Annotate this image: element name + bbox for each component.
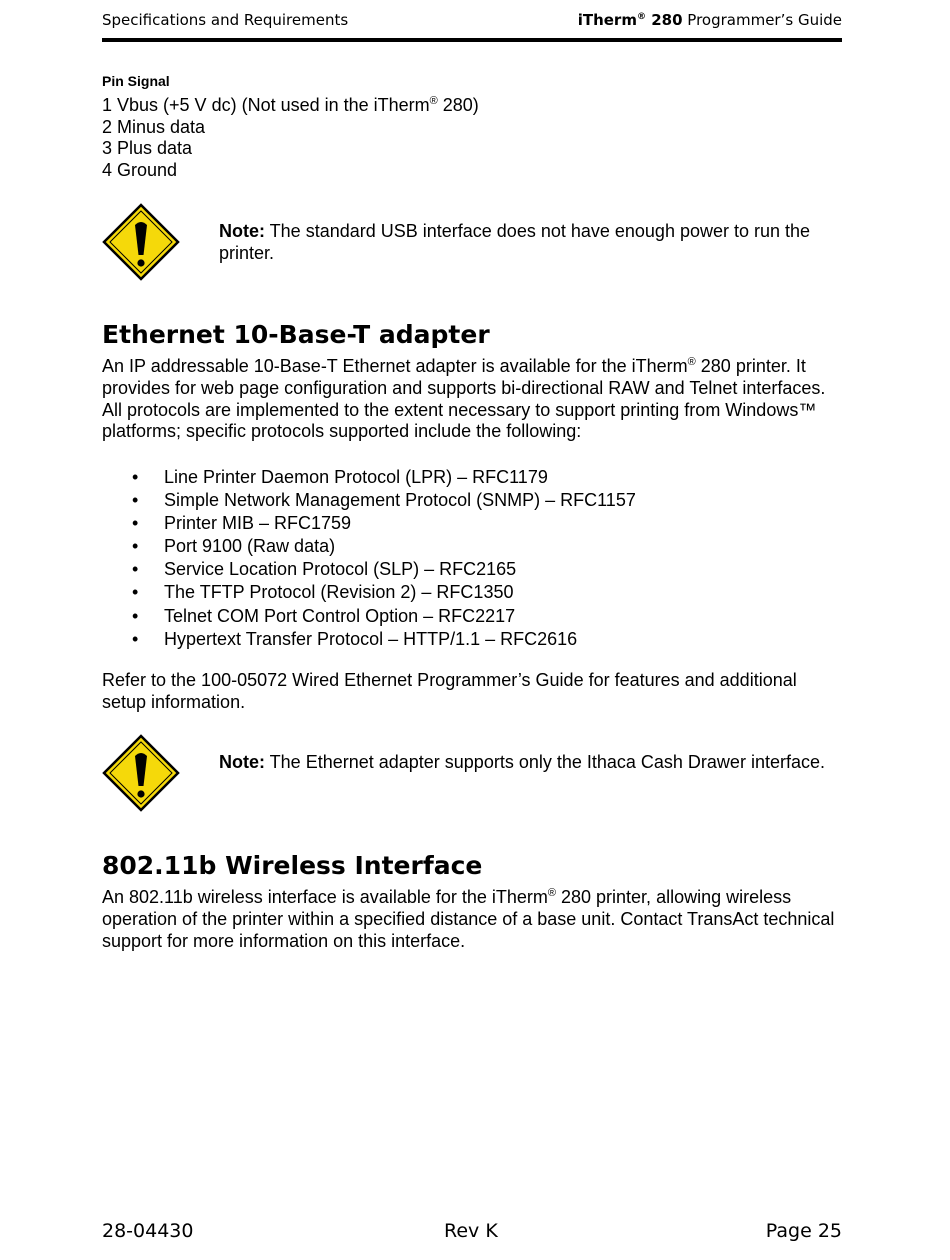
warning-icon bbox=[102, 734, 180, 812]
header-section-title: Specifications and Requirements bbox=[102, 11, 349, 29]
protocol-text: The TFTP Protocol (Revision 2) – RFC1350 bbox=[164, 582, 514, 603]
bullet-marker: • bbox=[132, 536, 139, 557]
header-rule bbox=[102, 38, 842, 42]
protocol-text: Hypertext Transfer Protocol – HTTP/1.1 – RFC2616 bbox=[164, 628, 578, 649]
pin-row: 3 Plus data bbox=[102, 138, 193, 159]
bullet-marker: • bbox=[132, 513, 139, 534]
pin-table-heading: Pin Signal bbox=[102, 73, 170, 89]
ethernet-intro: An IP addressable 10-Base-T Ethernet adapter is available for the iTherm® 280 printer. It provides for web page configuration and supports bi-directional RAW and Telnet interfaces. All protocols are implemented to the extent necessary to support printing from Windows™ platforms; specific protocols supported include the following: bbox=[102, 356, 826, 442]
protocol-text: Port 9100 (Raw data) bbox=[164, 536, 336, 557]
warning-icon bbox=[102, 203, 180, 281]
bullet-marker: • bbox=[132, 559, 139, 580]
usb-power-note: Note: The standard USB interface does not have enough power to run the printer. bbox=[219, 221, 811, 263]
pin-row: 1 Vbus (+5 V dc) (Not used in the iTherm® 280) bbox=[102, 95, 479, 115]
page-number: Page 25 bbox=[765, 1220, 842, 1242]
protocol-item bbox=[102, 581, 842, 604]
document-page bbox=[102, 0, 842, 1260]
protocol-item bbox=[102, 605, 842, 628]
bullet-marker: • bbox=[132, 582, 139, 603]
revision: Rev K bbox=[444, 1220, 498, 1242]
protocol-item bbox=[102, 558, 842, 581]
wireless-heading: 802.11b Wireless Interface bbox=[102, 851, 483, 880]
pin-list bbox=[102, 95, 479, 182]
protocol-text: Printer MIB – RFC1759 bbox=[164, 513, 352, 534]
ethernet-refer: Refer to the 100-05072 Wired Ethernet Programmer’s Guide for features and additional setup information. bbox=[102, 670, 797, 712]
header-guide-title: iTherm® 280 Programmer’s Guide bbox=[577, 11, 842, 29]
protocol-text: Line Printer Daemon Protocol (LPR) – RFC1179 bbox=[164, 467, 548, 487]
pin-row: 2 Minus data bbox=[102, 116, 206, 137]
doc-number: 28-04430 bbox=[102, 1220, 194, 1242]
protocol-text: Telnet COM Port Control Option – RFC2217 bbox=[164, 605, 516, 626]
protocol-item bbox=[102, 628, 842, 651]
bullet-marker: • bbox=[132, 605, 139, 626]
bullet-marker: • bbox=[132, 628, 139, 649]
wireless-description: An 802.11b wireless interface is available for the iTherm® 280 printer, allowing wireless operation of the printer within a specified distance of a base unit. Contact TransAct technical support for more information on this interface. bbox=[102, 887, 835, 951]
page-header bbox=[102, 10, 842, 32]
protocol-item bbox=[102, 489, 842, 512]
protocol-text: Service Location Protocol (SLP) – RFC2165 bbox=[164, 559, 517, 580]
bullet-marker: • bbox=[132, 467, 139, 487]
pin-row: 4 Ground bbox=[102, 160, 178, 181]
bullet-marker: • bbox=[132, 490, 139, 511]
protocol-item bbox=[102, 466, 842, 489]
protocol-text: Simple Network Management Protocol (SNMP) – RFC1157 bbox=[164, 490, 636, 511]
protocol-item bbox=[102, 512, 842, 535]
protocol-item bbox=[102, 535, 842, 558]
ethernet-drawer-note: Note: The Ethernet adapter supports only the Ithaca Cash Drawer interface. bbox=[219, 752, 825, 772]
protocol-list bbox=[102, 466, 842, 651]
ethernet-heading: Ethernet 10-Base-T adapter bbox=[102, 320, 490, 349]
